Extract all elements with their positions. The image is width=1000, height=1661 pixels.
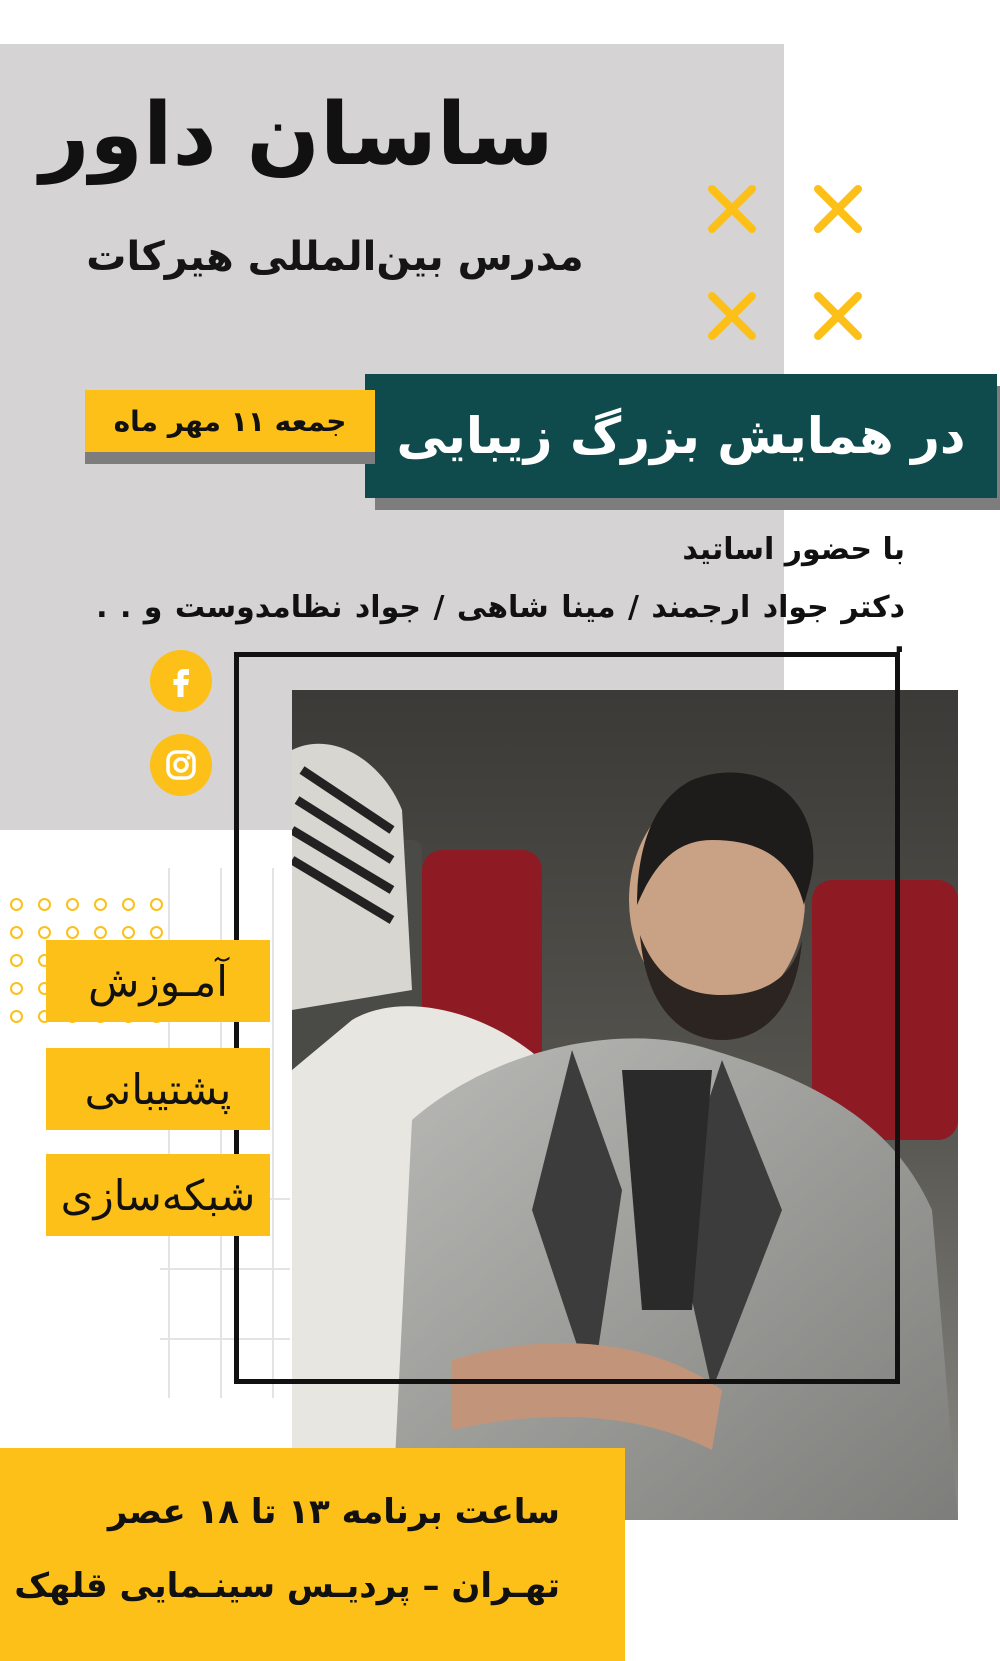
cross-mark-icon (812, 290, 864, 342)
event-banner (365, 374, 997, 498)
schedule-text: ساعت برنامه ۱۳ تا ۱۸ عصر (107, 1492, 560, 1532)
teachers-list: دکتر جواد ارجمند / مینا شاهی / جواد نظامدوست و . . . (96, 590, 905, 660)
speaker-name: ساسان داور (40, 85, 554, 185)
date-banner (85, 390, 375, 452)
cross-mark-icon (812, 183, 864, 235)
presence-heading: با حضور اساتید (682, 532, 905, 567)
event-title: در همایش بزرگ زیبایی (396, 407, 966, 465)
event-date: جمعه ۱۱ مهر ماه (113, 404, 347, 438)
service-networking: شبکه‌سازی (46, 1154, 270, 1236)
service-training: آمـوزش (46, 940, 270, 1022)
venue-text: تهـران – پردیـس سینـمایی قلهک (14, 1566, 560, 1606)
service-support: پشتیبانی (46, 1048, 270, 1130)
facebook-icon[interactable] (150, 650, 212, 712)
instagram-icon[interactable] (150, 734, 212, 796)
photo-frame (234, 652, 900, 1384)
speaker-role: مدرس بین‌المللی هیرکات (86, 234, 584, 280)
cross-mark-icon (706, 290, 758, 342)
info-box (0, 1448, 625, 1661)
cross-mark-icon (706, 183, 758, 235)
